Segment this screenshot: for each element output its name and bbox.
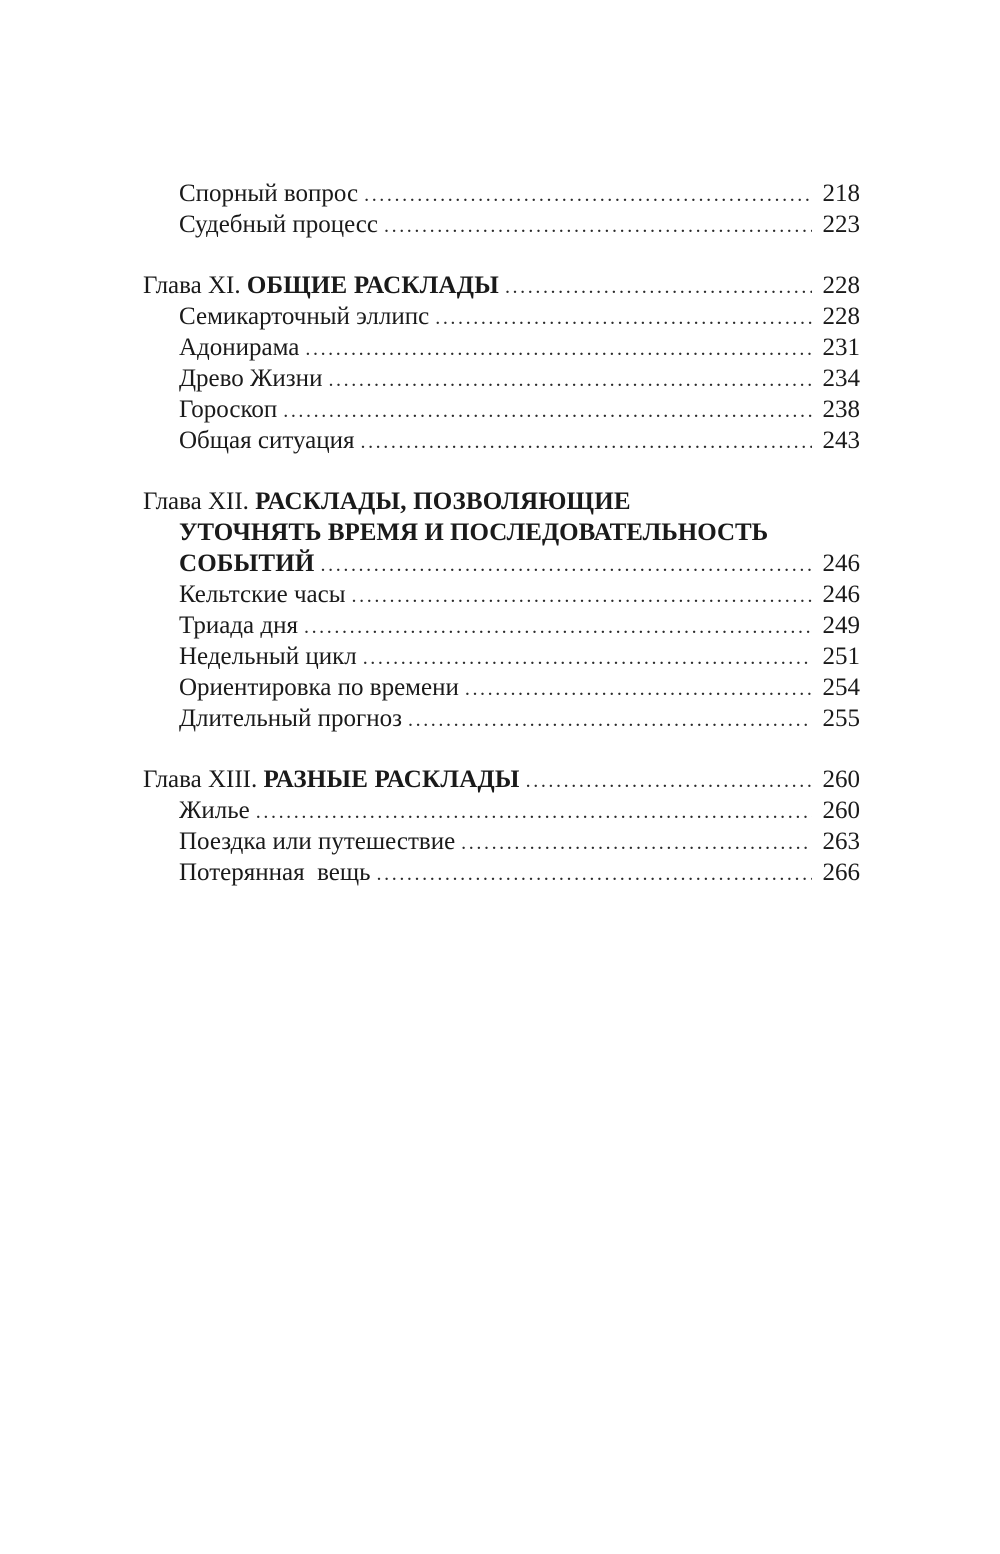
toc-entry-title: Спорный вопрос <box>179 180 359 207</box>
dot-leader <box>505 272 812 303</box>
chapter-prefix: Глава XI. <box>143 272 241 299</box>
dot-leader <box>435 303 812 334</box>
toc-entry <box>143 363 860 394</box>
toc-entry <box>143 332 860 363</box>
toc-entry-title: Недельный цикл <box>179 643 357 670</box>
toc-entry <box>143 826 860 857</box>
toc-entry-page: 218 <box>822 180 860 207</box>
toc-entry-page: 255 <box>822 705 860 732</box>
toc-entry-title: Триада дня <box>179 612 298 639</box>
toc-entry <box>143 579 860 610</box>
table-of-contents <box>143 178 860 888</box>
toc-entry <box>143 610 860 641</box>
toc-entry <box>143 394 860 425</box>
chapter-title-line-1: РАСКЛАДЫ, ПОЗВОЛЯЮЩИЕ <box>255 488 631 515</box>
chapter-page: 228 <box>822 272 860 299</box>
toc-entry <box>143 857 860 888</box>
toc-entry <box>143 703 860 734</box>
toc-entry-title: Судебный процесс <box>179 211 378 238</box>
toc-chapter-heading-continued <box>143 517 860 548</box>
toc-entry-page: 249 <box>822 612 860 639</box>
toc-chapter-heading <box>143 486 860 517</box>
toc-entry <box>143 178 860 209</box>
toc-entry-page: 228 <box>822 303 860 330</box>
toc-entry-title: Длительный прогноз <box>179 705 402 732</box>
toc-entry-title: Семикарточный эллипс <box>179 303 430 330</box>
chapter-prefix: Глава XIII. <box>143 766 258 793</box>
toc-entry-title: Кельтские часы <box>179 581 346 608</box>
toc-entry <box>143 209 860 240</box>
toc-entry <box>143 795 860 826</box>
chapter-title-line-3: СОБЫТИЙ <box>179 550 315 577</box>
dot-leader <box>408 705 812 736</box>
dot-leader <box>384 211 812 242</box>
dot-leader <box>377 859 812 890</box>
toc-entry-page: 234 <box>822 365 860 392</box>
toc-entry <box>143 425 860 456</box>
toc-chapter-heading <box>143 270 860 301</box>
dot-leader <box>461 828 812 859</box>
dot-leader <box>328 365 812 396</box>
dot-leader <box>363 643 812 674</box>
chapter-title: ОБЩИЕ РАСКЛАДЫ <box>246 272 499 299</box>
dot-leader <box>465 674 812 705</box>
toc-entry-page: 260 <box>822 797 860 824</box>
toc-entry-title: Потерянная вещь <box>179 859 371 886</box>
toc-entry <box>143 672 860 703</box>
dot-leader <box>283 396 812 427</box>
chapter-heading-title <box>143 764 520 795</box>
dot-leader <box>256 797 812 828</box>
chapter-prefix: Глава XII. <box>143 488 249 515</box>
chapter-title: РАЗНЫЕ РАСКЛАДЫ <box>263 766 520 793</box>
toc-entry-title: Общая ситуация <box>179 427 355 454</box>
dot-leader <box>360 427 812 458</box>
toc-entry-page: 266 <box>822 859 860 886</box>
chapter-title-line-2: УТОЧНЯТЬ ВРЕМЯ И ПОСЛЕДОВАТЕЛЬНОСТЬ <box>179 519 769 546</box>
toc-entry-page: 263 <box>822 828 860 855</box>
toc-entry <box>143 641 860 672</box>
chapter-page: 260 <box>822 766 860 793</box>
dot-leader <box>526 766 812 797</box>
chapter-heading-title <box>143 486 631 517</box>
toc-entry-title: Древо Жизни <box>179 365 323 392</box>
toc-entry-title: Гороскоп <box>179 396 278 423</box>
toc-entry <box>143 301 860 332</box>
toc-entry-page: 223 <box>822 211 860 238</box>
toc-entry-title: Поездка или путешествие <box>179 828 456 855</box>
toc-entry-title: Жилье <box>179 797 250 824</box>
toc-entry-page: 238 <box>822 396 860 423</box>
toc-entry-title: Адонирама <box>179 334 300 361</box>
dot-leader <box>304 612 812 643</box>
toc-entry-page: 243 <box>822 427 860 454</box>
toc-chapter-heading-continued <box>143 548 860 579</box>
dot-leader <box>364 180 812 211</box>
dot-leader <box>321 550 812 581</box>
chapter-page: 246 <box>822 550 860 577</box>
dot-leader <box>305 334 812 365</box>
chapter-heading-title <box>143 270 499 301</box>
toc-entry-page: 246 <box>822 581 860 608</box>
toc-entry-page: 231 <box>822 334 860 361</box>
toc-entry-title: Ориентировка по времени <box>179 674 459 701</box>
toc-entry-page: 254 <box>822 674 860 701</box>
toc-entry-page: 251 <box>822 643 860 670</box>
dot-leader <box>352 581 812 612</box>
toc-chapter-heading <box>143 764 860 795</box>
